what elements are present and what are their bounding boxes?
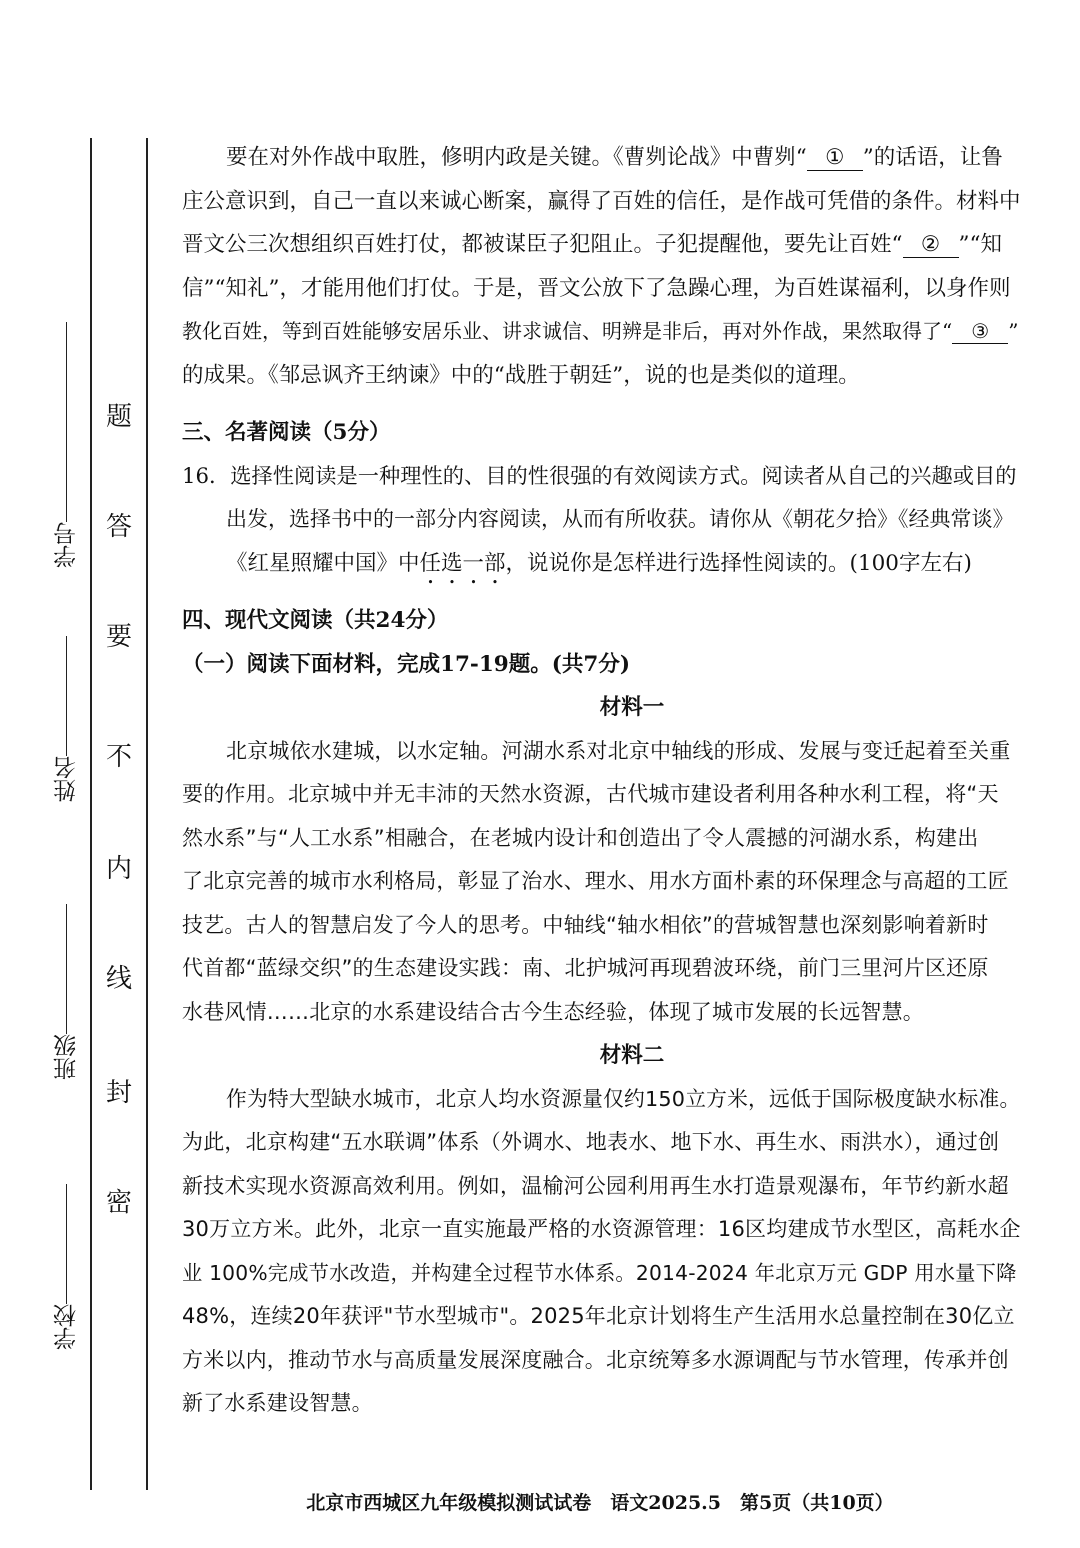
material-2-line: 30万立方米。此外，北京一直实施最严格的水资源管理：16区均建成节水型区，高耗水企 bbox=[182, 1217, 1021, 1241]
school-blank[interactable] bbox=[66, 1184, 67, 1304]
seal-char: 线 bbox=[106, 964, 133, 994]
material-2-line: 为此，北京构建“五水联调”体系（外调水、地表水、地下水、再生水、雨洪水），通过创 bbox=[182, 1130, 1000, 1154]
student-id-label: 学号 bbox=[54, 522, 80, 568]
answer-blank-2[interactable]: ② bbox=[903, 233, 959, 258]
text-line bbox=[182, 310, 1022, 354]
school-field[interactable] bbox=[50, 1180, 83, 1350]
material-2-line: 48%，连续20年获评"节水型城市"。2025年北京计划将生产生活用水总量控制在30亿立 bbox=[182, 1304, 1015, 1328]
class-blank[interactable] bbox=[66, 904, 67, 1034]
material-2-line: 新了水系建设智慧。 bbox=[182, 1391, 373, 1415]
text-line bbox=[182, 542, 1022, 586]
material-2-line: 作为特大型缺水城市，北京人均水资源量仅约150立方米，远低于国际极度缺水标准。 bbox=[226, 1086, 1021, 1111]
answer-blank-3[interactable]: ③ bbox=[952, 319, 1008, 344]
material-2-line: 业 100%完成节水改造，并构建全过程节水体系。2014-2024 年北京万元 GDP 用水量下降 bbox=[182, 1260, 1017, 1285]
text-segment: ”的话语，让鲁 bbox=[862, 145, 1003, 170]
material-2-title: 材料二 bbox=[599, 1043, 665, 1068]
material-1-line: 代首都“蓝绿交织”的生态建设实践：南、北护城河再现碧波环绕，前门三里河片区还原 bbox=[182, 956, 989, 980]
material-1-line: 要的作用。北京城中并无丰沛的天然水资源，古代城市建设者利用各种水利工程，将“天 bbox=[182, 782, 999, 806]
material-1-line: 水巷风情……北京的水系建设结合古今生态经验，体现了城市发展的长远智慧。 bbox=[182, 999, 924, 1024]
text-segment: 教化百姓，等到百姓能够安居乐业、讲求诚信、明辨是非后，再对外作战，果然取得了“ bbox=[182, 319, 953, 343]
section-heading: 三、名著阅读（5分） bbox=[182, 420, 391, 445]
text-line: 的成果。《邹忌讽齐王纳谏》中的“战胜于朝廷”，说的也是类似的道理。 bbox=[182, 362, 860, 388]
name-label: 姓名 bbox=[54, 756, 80, 802]
name-blank[interactable] bbox=[66, 636, 67, 756]
material-2-line: 新技术实现水资源高效利用。例如，温榆河公园利用再生水打造景观瀑布，年节约新水超 bbox=[182, 1173, 1009, 1198]
text-segment: ”“知 bbox=[958, 232, 1002, 257]
student-id-field[interactable] bbox=[50, 318, 83, 568]
class-field[interactable] bbox=[50, 900, 83, 1080]
binding-line-inner bbox=[146, 138, 148, 1490]
text-line bbox=[182, 223, 1022, 267]
material-1-line: 北京城依水建城，以水定轴。河湖水系对北京中轴线的形成、发展与变迁起着至关重 bbox=[226, 738, 1011, 763]
seal-char: 答 bbox=[106, 512, 133, 542]
school-label: 学校 bbox=[54, 1304, 80, 1350]
seal-char: 要 bbox=[106, 622, 133, 652]
subsection-heading: （一）阅读下面材料，完成17-19题。(共7分) bbox=[182, 651, 631, 677]
section-heading: 四、现代文阅读（共24分） bbox=[182, 608, 449, 633]
text-segment: ，说说你是怎样进行选择性阅读的。(100字左右) bbox=[505, 550, 972, 576]
name-field[interactable] bbox=[50, 632, 83, 802]
text-segment: 晋文公三次想组织百姓打仗，都被谋臣子犯阻止。子犯提醒他，要先让百姓“ bbox=[182, 232, 903, 257]
class-label: 班级 bbox=[54, 1034, 80, 1080]
material-1-line: 了北京完善的城市水利格局，彰显了治水、理水、用水方面朴素的环保理念与高超的工匠 bbox=[182, 869, 1009, 893]
seal-char: 题 bbox=[106, 402, 133, 432]
seal-char: 不 bbox=[106, 742, 133, 772]
material-1-line: 技艺。古人的智慧启发了今人的思考。中轴线“轴水相依”的营城智慧也深刻影响着新时 bbox=[182, 912, 989, 937]
answer-blank-1[interactable]: ① bbox=[807, 146, 863, 171]
page-footer: 北京市西城区九年级模拟测试试卷 语文2025.5 第5页（共10页） bbox=[306, 1492, 894, 1514]
question-16: 16．选择性阅读是一种理性的、目的性很强的有效阅读方式。阅读者从自己的兴趣或目的 bbox=[182, 463, 1017, 489]
text-segment: 《红星照耀中国》中 bbox=[226, 550, 420, 576]
text-segment: ” bbox=[1008, 319, 1019, 343]
seal-char: 内 bbox=[106, 854, 133, 884]
text-line: 庄公意识到，自己一直以来诚心断案，赢得了百姓的信任，是作战可凭借的条件。材料中 bbox=[182, 188, 1021, 214]
emphasis-text: 任选一部 bbox=[419, 550, 506, 576]
seal-char: 封 bbox=[106, 1078, 133, 1108]
student-id-blank[interactable] bbox=[66, 322, 67, 522]
material-2-line: 方米以内，推动节水与高质量发展深度融合。北京统筹多水源调配与节水管理，传承并创 bbox=[182, 1347, 1009, 1372]
text-line: 信”“知礼”，才能用他们打仗。于是，晋文公放下了急躁心理，为百姓谋福利，以身作则 bbox=[182, 275, 1011, 301]
material-1-line: 然水系”与“人工水系”相融合，在老城内设计和创造出了令人震撼的河湖水系，构建出 bbox=[182, 825, 979, 850]
text-line: 出发，选择书中的一部分内容阅读，从而有所收获。请你从《朝花夕拾》《经典常谈》 bbox=[226, 507, 1014, 531]
seal-char: 密 bbox=[106, 1188, 133, 1218]
exam-content bbox=[182, 136, 1022, 1426]
binding-line-outer bbox=[90, 138, 92, 1490]
text-segment: 要在对外作战中取胜，修明内政是关键。《曹刿论战》中曹刿“ bbox=[226, 145, 807, 170]
text-line bbox=[182, 136, 1022, 180]
material-1-title: 材料一 bbox=[599, 695, 665, 720]
